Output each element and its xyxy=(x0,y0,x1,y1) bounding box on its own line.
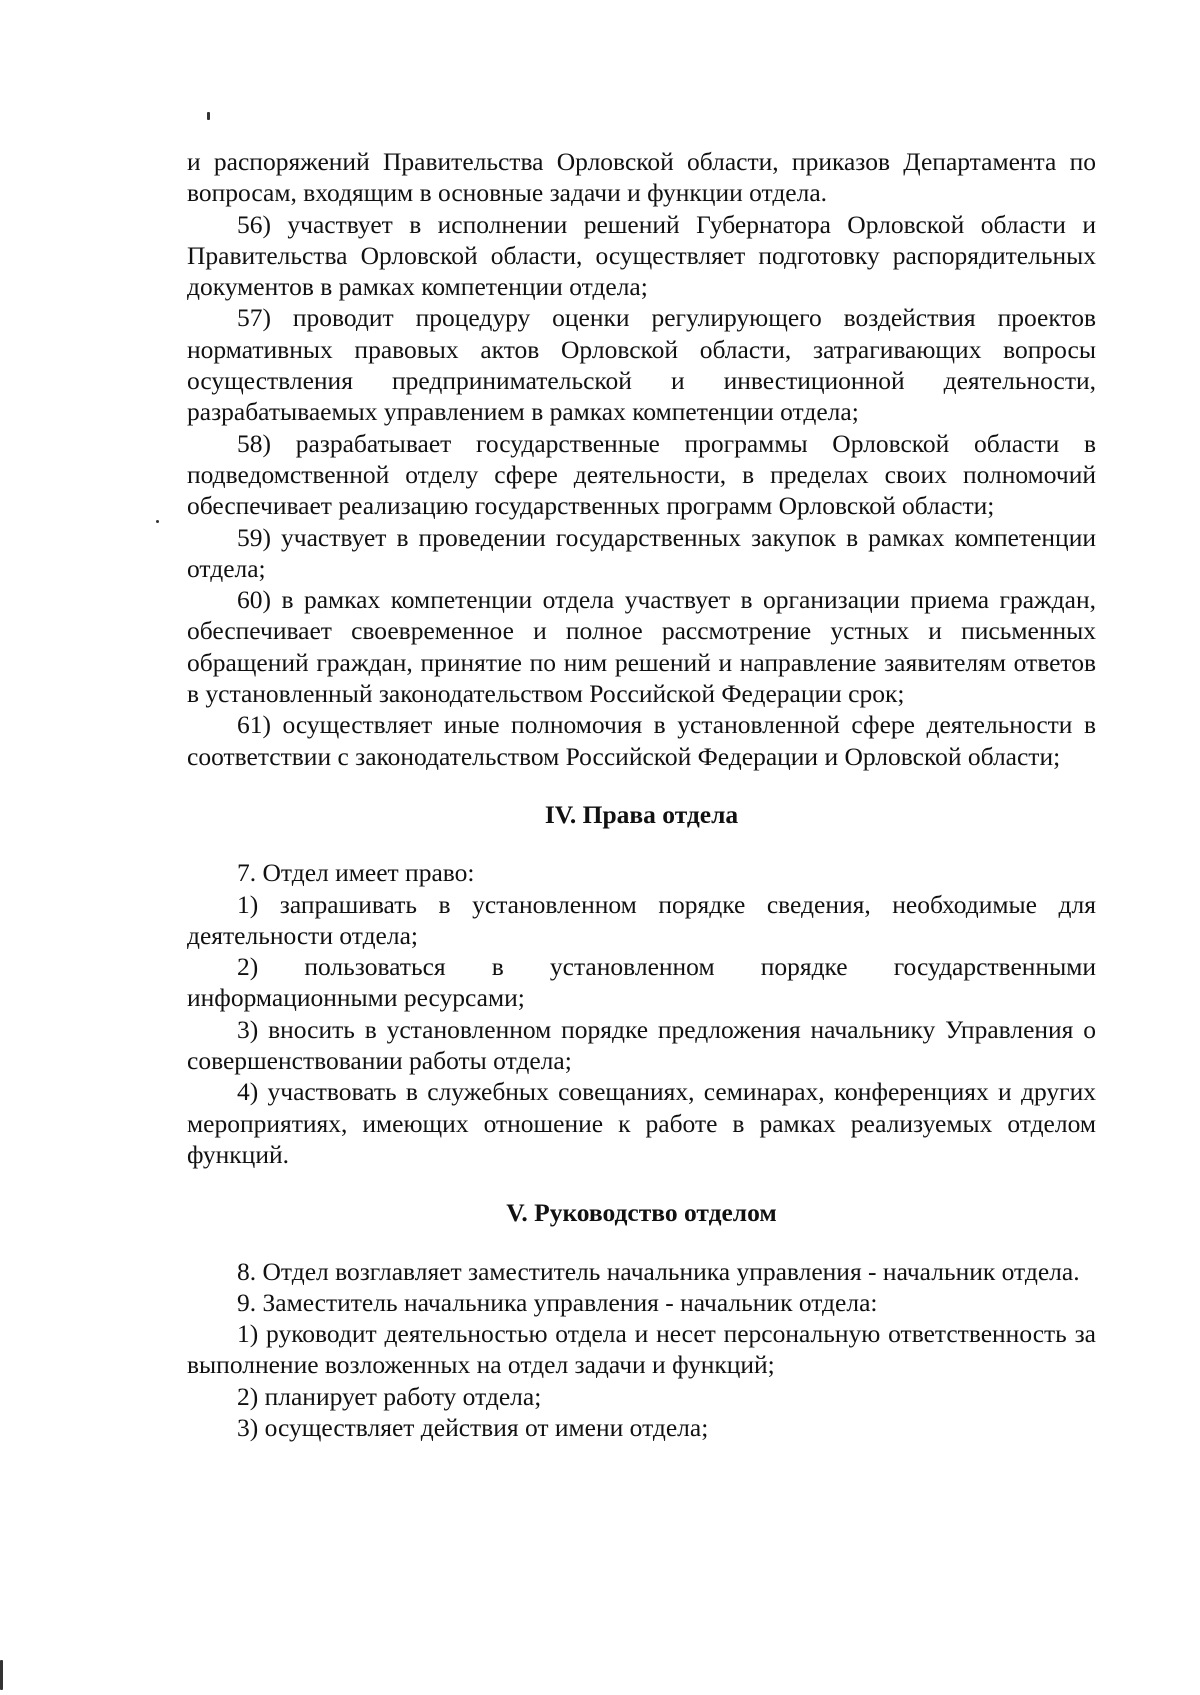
rights-item-3: 3) вносить в установленном порядке предложения начальнику Управления о совершенствовании работы отдела; xyxy=(187,1014,1096,1076)
list-item-60: 60) в рамках компетенции отдела участвует в организации приема граждан, обеспечивает своевременное и полное рассмотрение устных и письменных обращений граждан, принятие по ним решений и направление заявителям ответов в установленный законодательством Российской Федерации срок; xyxy=(187,585,1096,709)
management-item-2: 2) планирует работу отдела; xyxy=(237,1381,542,1411)
list-item-59: 59) участвует в проведении государственных закупок в рамках компетенции отдела; xyxy=(187,522,1096,583)
list-item-57: 57) проводит процедуру оценки регулирующего воздействия проектов нормативных правовых актов Орловской области, затрагивающих вопросы осуществления предпринимательской и инвестиционной деятельности, разрабатываемых управлением в рамках компетенции отдела; xyxy=(187,303,1096,427)
management-paragraph-8: 8. Отдел возглавляет заместитель начальника управления - начальник отдела. xyxy=(237,1256,1080,1286)
list-item-56: 56) участвует в исполнении решений Губернатора Орловской области и Правительства Орловской области, осуществляет подготовку распорядительных документов в рамках компетенции отдела; xyxy=(187,209,1096,302)
scan-speck xyxy=(207,112,210,120)
scan-speck xyxy=(156,520,159,523)
list-item-58: 58) разрабатывает государственные программы Орловской области в подведомственной отделу сфере деятельности, в пределах своих полномочий обеспечивает реализацию государственных программ Орловской области; xyxy=(187,428,1096,521)
list-item-61: 61) осуществляет иные полномочия в установленной сфере деятельности в соответствии с законодательством Российской Федерации и Орловской области; xyxy=(187,710,1096,771)
document-page xyxy=(187,146,1096,1443)
rights-item-1: 1) запрашивать в установленном порядке сведения, необходимые для деятельности отдела; xyxy=(187,889,1096,950)
rights-lead: 7. Отдел имеет право: xyxy=(237,858,475,888)
section-heading-rights: IV. Права отдела xyxy=(544,799,739,829)
section-heading-management: V. Руководство отделом xyxy=(506,1198,777,1228)
intro-paragraph: и распоряжений Правительства Орловской области, приказов Департамента по вопросам, входящим в основные задачи и функции отдела. xyxy=(187,147,1096,208)
rights-item-2: 2) пользоваться в установленном порядке государственными информационными ресурсами; xyxy=(187,952,1096,1013)
management-item-1: 1) руководит деятельностью отдела и несет персональную ответственность за выполнение возложенных на отдел задачи и функций; xyxy=(187,1319,1096,1380)
management-item-3: 3) осуществляет действия от имени отдела; xyxy=(237,1412,709,1442)
management-paragraph-9: 9. Заместитель начальника управления - начальник отдела: xyxy=(237,1287,878,1317)
scan-speck xyxy=(0,1660,3,1690)
rights-item-4: 4) участвовать в служебных совещаниях, семинарах, конференциях и других мероприятиях, имеющих отношение к работе в рамках реализуемых отделом функций. xyxy=(187,1077,1096,1169)
